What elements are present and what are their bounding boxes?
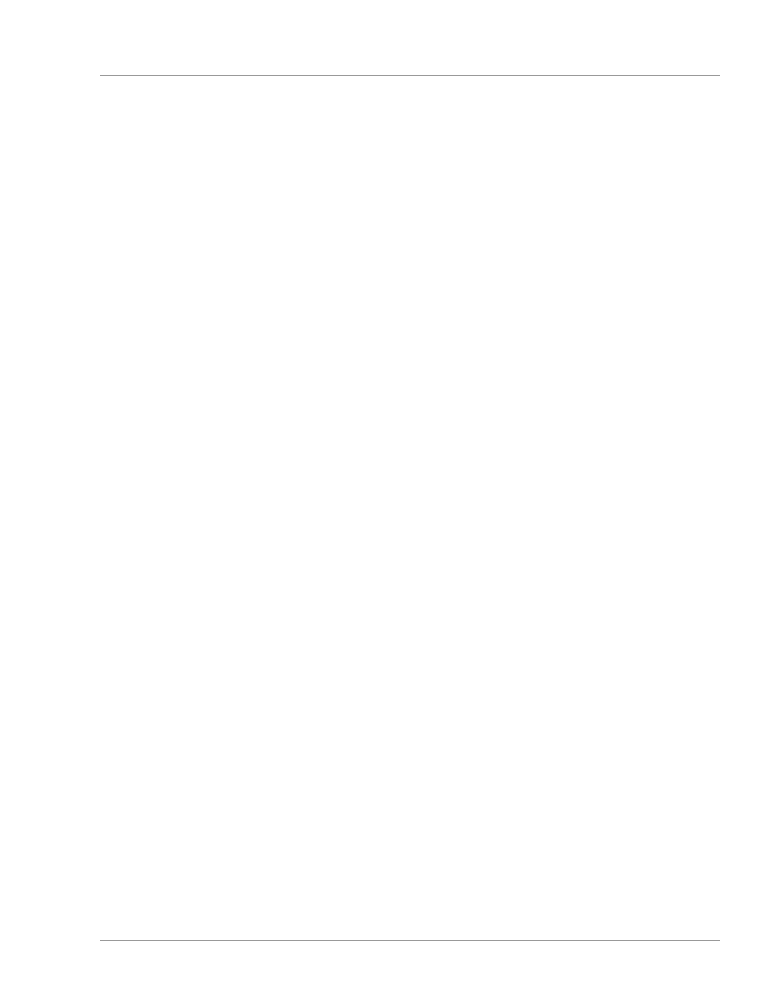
document-header-title <box>0 16 768 42</box>
header-divider <box>100 75 720 76</box>
footer-divider <box>100 940 720 941</box>
